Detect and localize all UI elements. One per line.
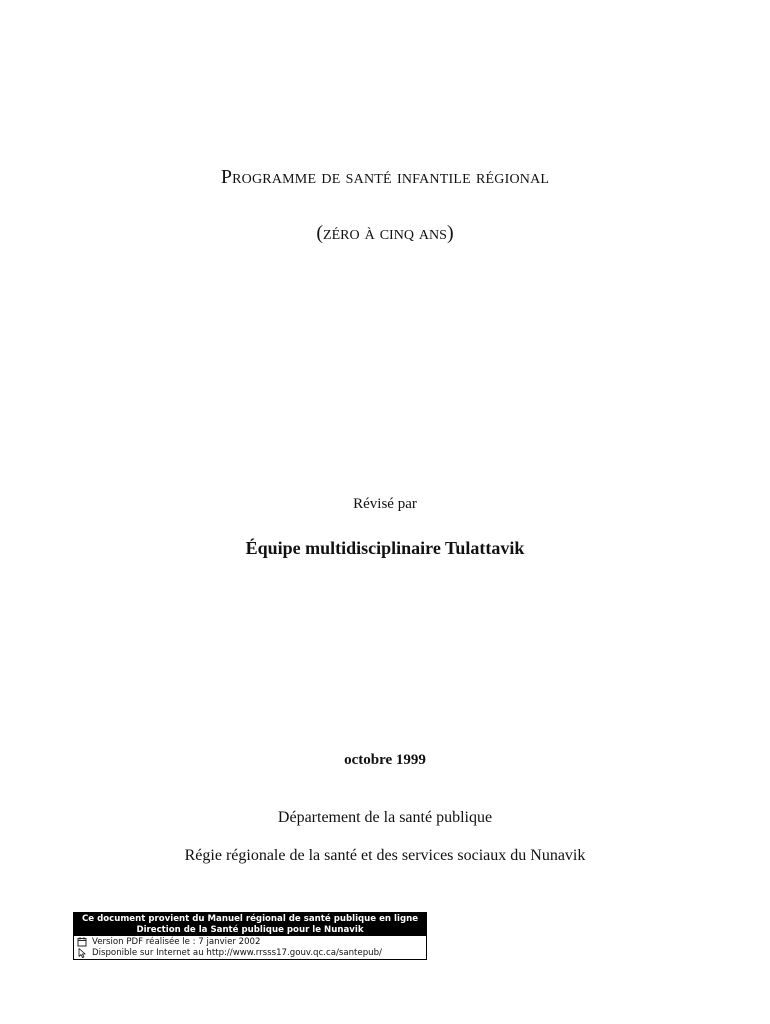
available-online-row <box>77 948 423 959</box>
agency-name: Régie régionale de la santé et des services sociaux du Nunavik <box>184 847 586 864</box>
calendar-icon <box>77 937 89 947</box>
team-name: Équipe multidisciplinaire Tulattavik <box>245 538 525 558</box>
source-info-body <box>74 936 426 959</box>
source-header-line-2: Direction de la Santé publique pour le Nunavik <box>136 924 364 935</box>
document-subtitle: (zéro à cinq ans) <box>316 222 454 244</box>
document-title: Programme de santé infantile régional <box>220 166 550 188</box>
publication-date: octobre 1999 <box>344 752 426 768</box>
pointer-cursor-icon <box>77 948 89 958</box>
revised-by-label: Révisé par <box>353 496 417 512</box>
source-info-header <box>74 913 426 936</box>
pdf-version-row <box>77 937 423 948</box>
department-name: Département de la santé publique <box>277 809 493 826</box>
available-online-text: Disponible sur Internet au http://www.rrsss17.gouv.qc.ca/santepub/ <box>92 947 382 958</box>
source-header-line-1: Ce document provient du Manuel régional de santé publique en ligne <box>81 914 419 924</box>
pdf-version-text: Version PDF réalisée le : 7 janvier 2002 <box>92 937 261 947</box>
source-info-box <box>73 912 427 960</box>
